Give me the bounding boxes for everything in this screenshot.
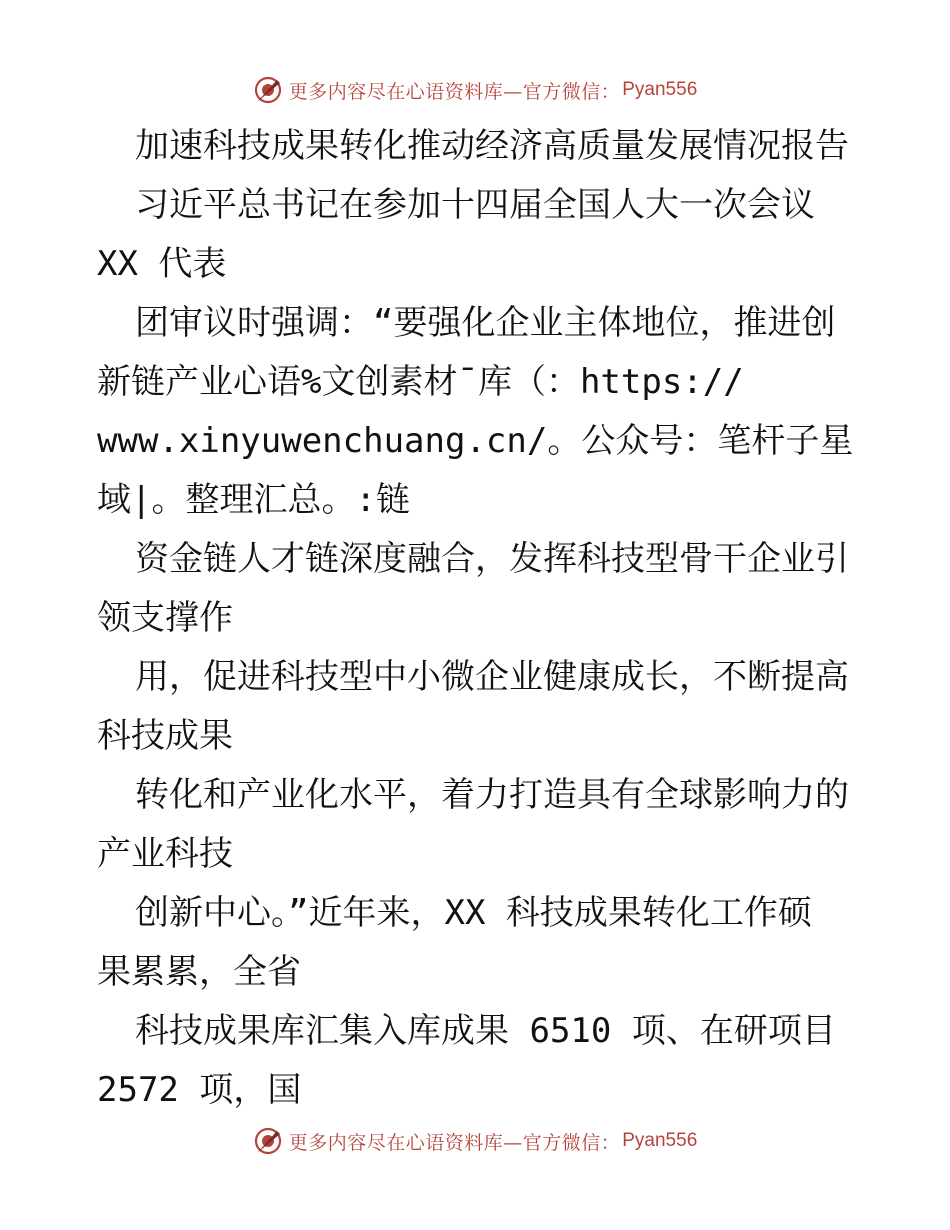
body-line: 转化和产业化水平，着力打造具有全球影响力的 xyxy=(135,775,849,815)
watermark-handle: Pyan556 xyxy=(622,1130,698,1151)
body-line: 产业科技 xyxy=(97,834,233,874)
body-line: 科技成果 xyxy=(97,716,233,756)
body-line: 新链产业心语%文创素材¯库（：https:// xyxy=(97,362,744,402)
document-body xyxy=(97,117,857,1120)
watermark-banner-top xyxy=(0,70,950,110)
document-title: 加速科技成果转化推动经济高质量发展情况报告 xyxy=(135,126,849,166)
quill-logo-icon xyxy=(253,1126,283,1156)
body-line: 用，促进科技型中小微企业健康成长，不断提高 xyxy=(135,657,849,697)
body-line: 域|。整理汇总。:链 xyxy=(97,480,410,520)
body-line: 科技成果库汇集入库成果 6510 项、在研项目 xyxy=(135,1011,836,1051)
body-line: 习近平总书记在参加十四届全国人大一次会议 xyxy=(135,185,815,225)
body-line: www.xinyuwenchuang.cn/。公众号：笔杆子星 xyxy=(97,421,854,461)
body-line: 团审议时强调：“要强化企业主体地位，推进创 xyxy=(135,303,836,343)
body-line: 果累累，全省 xyxy=(97,952,301,992)
quill-logo-icon xyxy=(253,75,283,105)
watermark-text: 更多内容尽在心语资料库—官方微信： xyxy=(288,80,621,103)
body-line: 资金链人才链深度融合，发挥科技型骨干企业引 xyxy=(135,539,849,579)
watermark-banner-bottom xyxy=(0,1121,950,1161)
watermark-text: 更多内容尽在心语资料库—官方微信： xyxy=(288,1131,621,1154)
body-line: 2572 项，国 xyxy=(97,1070,302,1110)
body-line: 领支撑作 xyxy=(97,598,233,638)
body-line: XX 代表 xyxy=(97,244,227,284)
watermark-handle: Pyan556 xyxy=(622,79,698,100)
body-line: 创新中心。”近年来，XX 科技成果转化工作硕 xyxy=(135,893,812,933)
